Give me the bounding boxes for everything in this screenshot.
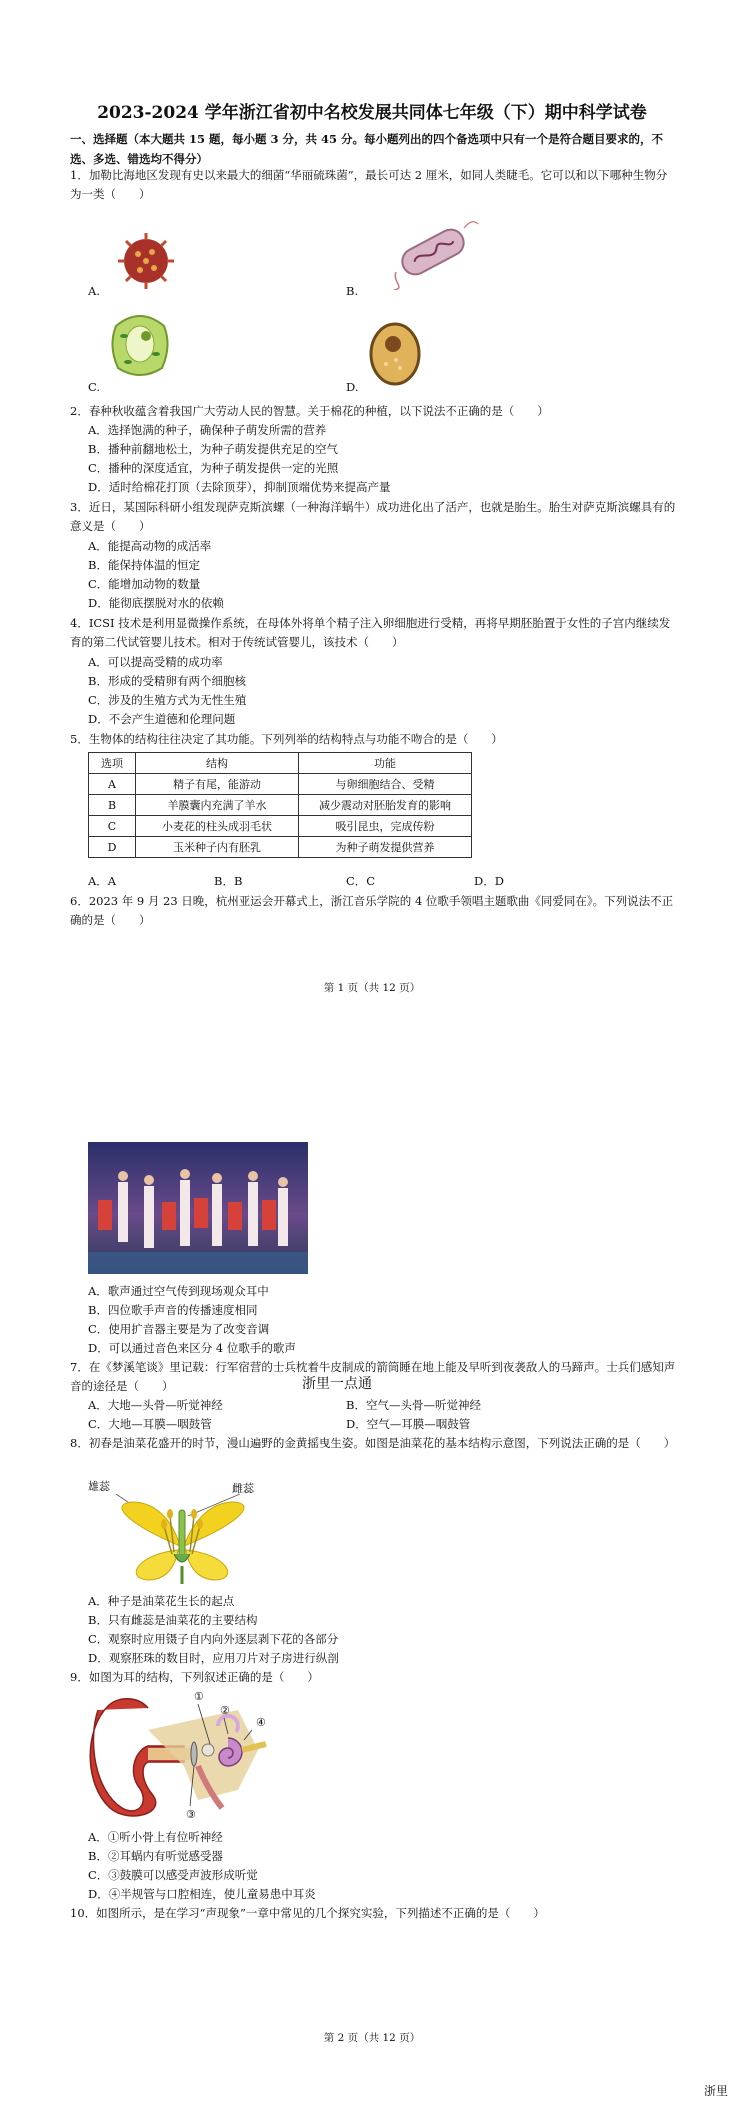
q9-option-c: C．③鼓膜可以感受声波形成听觉 <box>88 1868 258 1882</box>
q1-option-d: D. <box>346 380 359 394</box>
q3-option-c: C．能增加动物的数量 <box>88 577 201 591</box>
ear-label-1: ① <box>194 1690 204 1703</box>
q3-option-d: D．能彻底摆脱对水的依赖 <box>88 596 224 610</box>
q4-option-c: C．涉及的生殖方式为无性生殖 <box>88 693 247 707</box>
page-footer-1: 第 1 页（共 12 页） <box>323 982 421 994</box>
q6-option-c: C．使用扩音器主要是为了改变音调 <box>88 1322 270 1336</box>
watermark-corner: 浙里 <box>704 2084 729 2098</box>
yeast-cell-image <box>366 320 424 388</box>
q2-option-c: C．播种的深度适宜，为种子萌发提供一定的光照 <box>88 461 339 475</box>
q8-option-d: D．观察胚珠的数目时，应用刀片对子房进行纵剖 <box>88 1651 339 1665</box>
q6-option-a: A．歌声通过空气传到现场观众耳中 <box>88 1284 269 1298</box>
table-row <box>89 774 472 795</box>
table-cell: 玉米种子内有胚乳 <box>136 837 299 858</box>
flower-label-pistil: 雌蕊 <box>232 1482 254 1495</box>
table-cell: B <box>89 795 136 816</box>
table-cell: 吸引昆虫，完成传粉 <box>299 816 472 837</box>
q5-answer-d: D．D <box>474 874 504 888</box>
q6-option-d: D．可以通过音色来区分 4 位歌手的歌声 <box>88 1341 296 1355</box>
question-9: 9．如图为耳的结构，下列叙述正确的是（ ） <box>70 1670 319 1684</box>
q4-option-a: A．可以提高受精的成功率 <box>88 655 223 669</box>
q4-option-b: B．形成的受精卵有两个细胞核 <box>88 674 246 688</box>
q5-answer-c: C．C <box>346 874 376 888</box>
q1-option-a: A. <box>88 284 100 298</box>
q3-option-a: A．能提高动物的成活率 <box>88 539 212 553</box>
q5-answer-b: B．B <box>214 874 243 888</box>
watermark: 浙里一点通 <box>302 1376 372 1392</box>
question-2: 2．春种秋收蕴含着我国广大劳动人民的智慧。关于棉花的种植，以下说法不正确的是（ ） <box>70 404 549 418</box>
q7-option-b: B．空气—头骨—听觉神经 <box>346 1398 481 1412</box>
q6-option-b: B．四位歌手声音的传播速度相同 <box>88 1303 258 1317</box>
table-cell: 羊膜囊内充满了羊水 <box>136 795 299 816</box>
table-cell: 减少震动对胚胎发育的影响 <box>299 795 472 816</box>
q2-option-d: D．适时给棉花打顶（去除顶芽），抑制顶端优势来提高产量 <box>88 480 391 494</box>
q1-option-c: C. <box>88 380 101 394</box>
q5-table <box>88 752 472 858</box>
concert-photo <box>88 1142 308 1274</box>
table-cell: 精子有尾，能游动 <box>136 774 299 795</box>
ear-label-2: ② <box>220 1704 230 1717</box>
question-4: 4．ICSI 技术是利用显微操作系统，在母体外将单个精子注入卵细胞进行受精，再将早期胚胎置于女性的子宫内继续发育的第二代试管婴儿技术。相对于传统试管婴儿，该技术（ ） <box>70 616 671 649</box>
table-row <box>89 816 472 837</box>
page-footer-2: 第 2 页（共 12 页） <box>323 2032 421 2044</box>
table-cell: 小麦花的柱头成羽毛状 <box>136 816 299 837</box>
ear-diagram <box>88 1690 288 1820</box>
flower-label-stamen: 雄蕊 <box>88 1480 110 1493</box>
q8-option-c: C．观察时应用镊子自内向外逐层剥下花的各部分 <box>88 1632 339 1646</box>
q9-option-b: B．②耳蜗内有听觉感受器 <box>88 1849 223 1863</box>
plant-cell-image <box>106 306 174 382</box>
q2-option-b: B．播种前翻地松土，为种子萌发提供充足的空气 <box>88 442 338 456</box>
table-cell: 为种子萌发提供营养 <box>299 837 472 858</box>
bacterium-image <box>386 212 480 290</box>
table-header-row <box>89 753 472 774</box>
table-row <box>89 795 472 816</box>
flower-diagram <box>88 1494 278 1584</box>
q7-option-d: D．空气—耳膜—咽鼓管 <box>346 1417 471 1431</box>
section-heading: 一、选择题（本大题共 15 题，每小题 3 分，共 45 分。每小题列出的四个备选项中只有一个是符合题目要求的，不选、多选、错选均不得分） <box>70 132 664 166</box>
q3-option-b: B．能保持体温的恒定 <box>88 558 200 572</box>
q7-option-a: A．大地—头骨—听觉神经 <box>88 1398 223 1412</box>
table-cell: D <box>89 837 136 858</box>
question-7: 7．在《梦溪笔谈》里记载：行军宿营的士兵枕着牛皮制成的箭筒睡在地上能及早听到夜袭敌人的马蹄声。士兵们感知声音的途径是（ ） <box>70 1360 676 1393</box>
question-1: 1．加勒比海地区发现有史以来最大的细菌“华丽硫珠菌”，最长可达 2 厘米，如同人类睫毛。它可以和以下哪种生物分为一类（ ） <box>70 168 668 201</box>
table-cell: A <box>89 774 136 795</box>
ear-label-4: ④ <box>256 1716 266 1729</box>
q9-option-d: D．④半规管与口腔相连，使儿童易患中耳炎 <box>88 1887 316 1901</box>
q8-option-a: A．种子是油菜花生长的起点 <box>88 1594 235 1608</box>
ear-label-3: ③ <box>186 1808 196 1821</box>
q8-option-b: B．只有雌蕊是油菜花的主要结构 <box>88 1613 258 1627</box>
question-8: 8．初春是油菜花盛开的时节，漫山遍野的金黄摇曳生姿。如图是油菜花的基本结构示意图，下列说法正确的是（ ） <box>70 1436 676 1450</box>
table-header: 结构 <box>136 753 299 774</box>
q4-option-d: D．不会产生道德和伦理问题 <box>88 712 236 726</box>
q9-option-a: A．①听小骨上有位听神经 <box>88 1830 223 1844</box>
q7-option-c: C．大地—耳膜—咽鼓管 <box>88 1417 212 1431</box>
q2-option-a: A．选择饱满的种子，确保种子萌发所需的营养 <box>88 423 327 437</box>
table-cell: 与卵细胞结合、受精 <box>299 774 472 795</box>
question-3: 3．近日，某国际科研小组发现萨克斯滨螺（一种海洋蜗牛）成功进化出了活产，也就是胎生。胎生对萨克斯滨螺具有的意义是（ ） <box>70 500 676 533</box>
table-header: 选项 <box>89 753 136 774</box>
question-5: 5．生物体的结构往往决定了其功能。下列列举的结构特点与功能不吻合的是（ ） <box>70 732 503 746</box>
exam-title: 2023-2024 学年浙江省初中名校发展共同体七年级（下）期中科学试卷 <box>97 103 647 123</box>
question-10: 10．如图所示，是在学习“声现象”一章中常见的几个探究实验，下列描述不正确的是（ ） <box>70 1906 545 1920</box>
question-6: 6．2023 年 9 月 23 日晚，杭州亚运会开幕式上，浙江音乐学院的 4 位歌手领唱主题歌曲《同爱同在》。下列说法不正确的是（ ） <box>70 894 674 927</box>
q5-answer-a: A．A <box>88 874 117 888</box>
table-cell: C <box>89 816 136 837</box>
virus-image <box>112 228 180 294</box>
q1-option-b: B. <box>346 284 359 298</box>
table-row <box>89 837 472 858</box>
table-header: 功能 <box>299 753 472 774</box>
